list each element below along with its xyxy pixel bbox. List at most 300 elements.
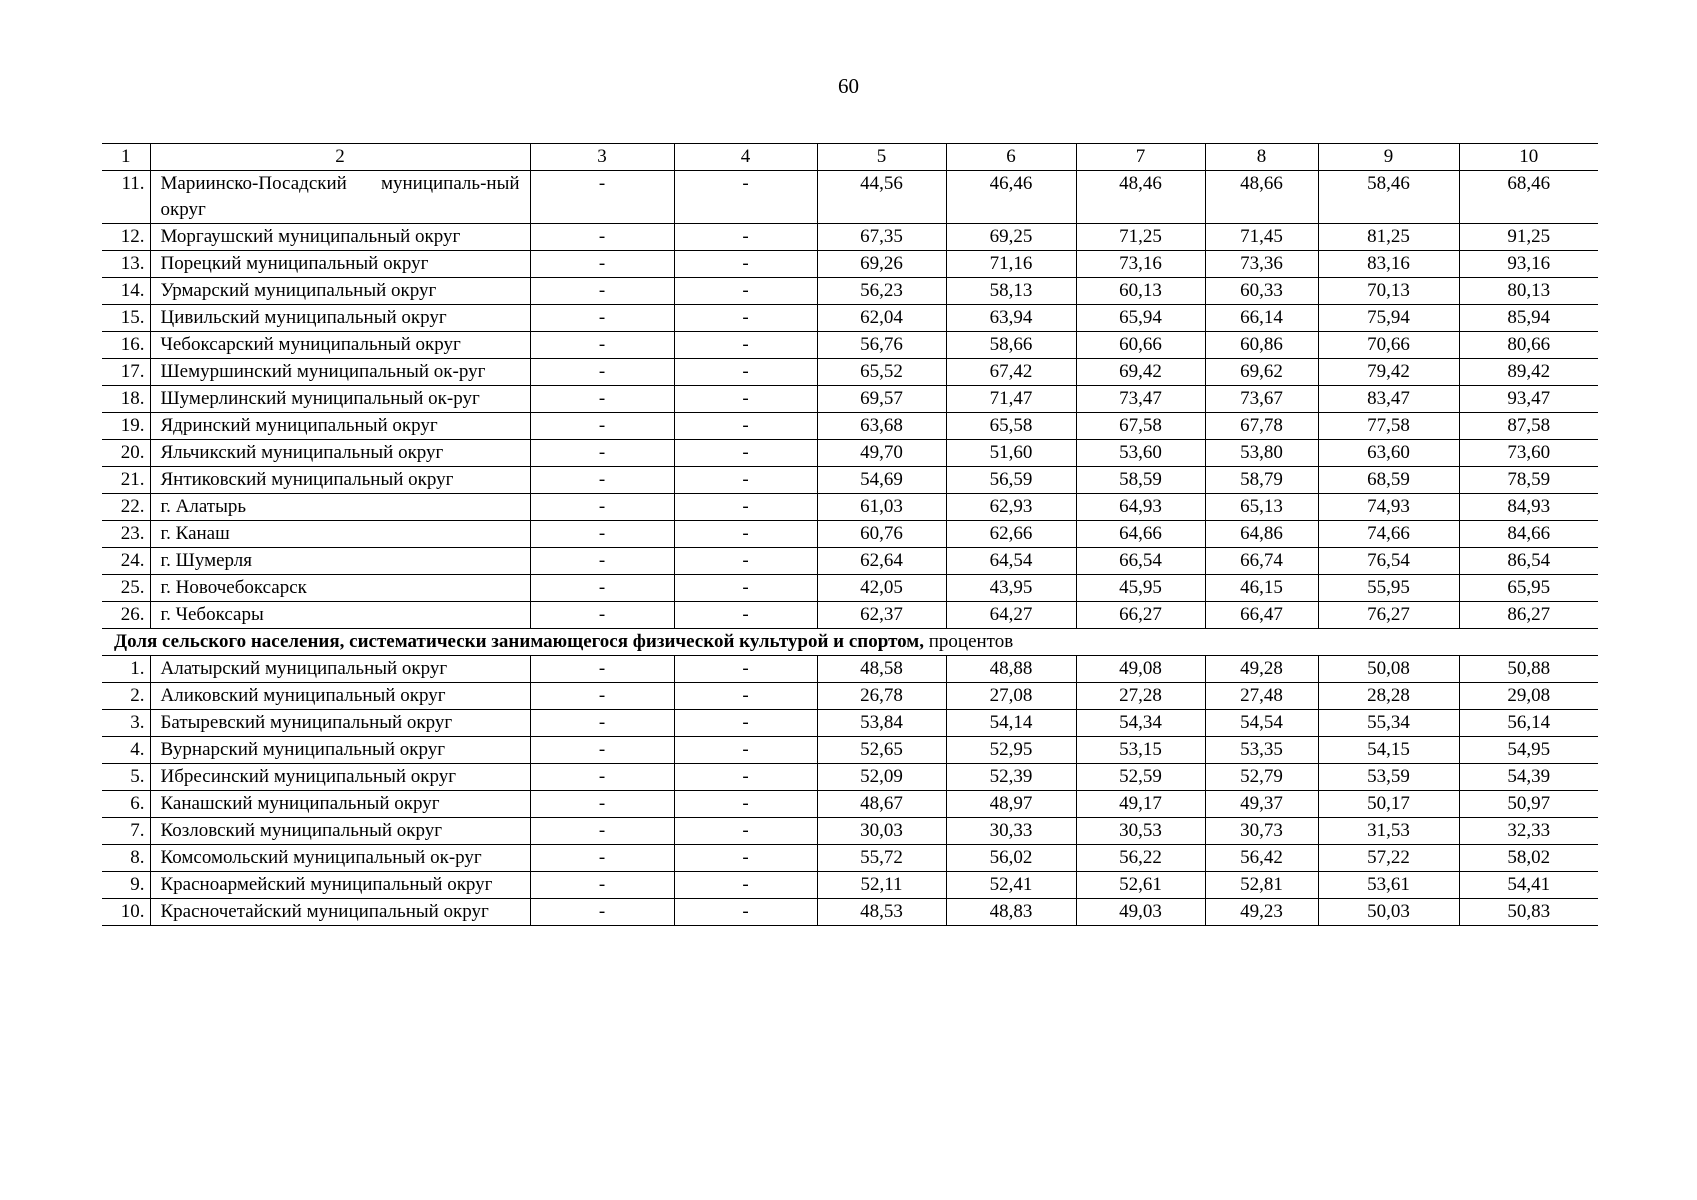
col-10-value: 84,93 [1459, 494, 1598, 521]
col-4-value: - [674, 575, 817, 602]
district-name: Урмарский муниципальный округ [150, 278, 530, 305]
col-10-value: 32,33 [1459, 818, 1598, 845]
district-name: Цивильский муниципальный округ [150, 305, 530, 332]
col-6-value: 52,41 [946, 872, 1076, 899]
col-6-value: 56,59 [946, 467, 1076, 494]
col-6-value: 71,16 [946, 251, 1076, 278]
col-4-value: - [674, 872, 817, 899]
col-7-value: 60,13 [1076, 278, 1205, 305]
col-9-value: 57,22 [1318, 845, 1459, 872]
row-number: 18. [102, 386, 150, 413]
col-4-value: - [674, 467, 817, 494]
table-row [102, 467, 1598, 494]
col-6-value: 69,25 [946, 224, 1076, 251]
col-8-value: 67,78 [1205, 413, 1318, 440]
col-9-value: 81,25 [1318, 224, 1459, 251]
col-4-value: - [674, 494, 817, 521]
col-9-value: 83,47 [1318, 386, 1459, 413]
col-6-value: 43,95 [946, 575, 1076, 602]
row-number: 14. [102, 278, 150, 305]
col-8-value: 65,13 [1205, 494, 1318, 521]
district-name: Чебоксарский муниципальный округ [150, 332, 530, 359]
col-5-value: 52,09 [817, 764, 946, 791]
district-name: Ибресинский муниципальный округ [150, 764, 530, 791]
col-5-value: 65,52 [817, 359, 946, 386]
district-name: Аликовский муниципальный округ [150, 683, 530, 710]
col-5-value: 56,23 [817, 278, 946, 305]
row-number: 23. [102, 521, 150, 548]
col-3-value: - [530, 278, 674, 305]
col-7-value: 49,17 [1076, 791, 1205, 818]
col-7-value: 73,47 [1076, 386, 1205, 413]
col-6-value: 58,66 [946, 332, 1076, 359]
col-3-value: - [530, 332, 674, 359]
col-3-value: - [530, 791, 674, 818]
col-7-value: 53,60 [1076, 440, 1205, 467]
district-name: Ядринский муниципальный округ [150, 413, 530, 440]
col-7-value: 53,15 [1076, 737, 1205, 764]
table-row [102, 818, 1598, 845]
col-5-value: 60,76 [817, 521, 946, 548]
district-name: Мариинско-Посадский муниципаль-ный округ [150, 171, 530, 224]
col-3-value: - [530, 494, 674, 521]
district-name: Батыревский муниципальный округ [150, 710, 530, 737]
col-9-value: 50,03 [1318, 899, 1459, 926]
col-4-value: - [674, 656, 817, 683]
col-5-value: 52,11 [817, 872, 946, 899]
row-number: 22. [102, 494, 150, 521]
col-6-value: 63,94 [946, 305, 1076, 332]
district-name: г. Шумерля [150, 548, 530, 575]
col-5-value: 62,37 [817, 602, 946, 629]
col-10-value: 73,60 [1459, 440, 1598, 467]
column-number-cell: 2 [150, 144, 530, 171]
col-8-value: 73,36 [1205, 251, 1318, 278]
col-5-value: 53,84 [817, 710, 946, 737]
col-4-value: - [674, 521, 817, 548]
col-5-value: 62,04 [817, 305, 946, 332]
col-3-value: - [530, 575, 674, 602]
row-number: 7. [102, 818, 150, 845]
col-4-value: - [674, 683, 817, 710]
col-8-value: 66,47 [1205, 602, 1318, 629]
col-4-value: - [674, 332, 817, 359]
col-5-value: 69,57 [817, 386, 946, 413]
col-8-value: 30,73 [1205, 818, 1318, 845]
col-6-value: 62,66 [946, 521, 1076, 548]
col-10-value: 50,83 [1459, 899, 1598, 926]
col-10-value: 54,41 [1459, 872, 1598, 899]
row-number: 17. [102, 359, 150, 386]
district-name: Алатырский муниципальный округ [150, 656, 530, 683]
col-5-value: 48,58 [817, 656, 946, 683]
col-9-value: 50,17 [1318, 791, 1459, 818]
col-9-value: 58,46 [1318, 171, 1459, 224]
row-number: 26. [102, 602, 150, 629]
col-7-value: 67,58 [1076, 413, 1205, 440]
col-5-value: 49,70 [817, 440, 946, 467]
col-4-value: - [674, 818, 817, 845]
col-9-value: 31,53 [1318, 818, 1459, 845]
column-number-row [102, 144, 1598, 171]
table-row [102, 737, 1598, 764]
column-number-cell: 4 [674, 144, 817, 171]
data-table [102, 143, 1598, 926]
column-number-cell: 5 [817, 144, 946, 171]
col-6-value: 52,39 [946, 764, 1076, 791]
col-7-value: 58,59 [1076, 467, 1205, 494]
col-7-value: 66,54 [1076, 548, 1205, 575]
col-5-value: 63,68 [817, 413, 946, 440]
col-8-value: 58,79 [1205, 467, 1318, 494]
col-7-value: 66,27 [1076, 602, 1205, 629]
col-4-value: - [674, 737, 817, 764]
col-5-value: 62,64 [817, 548, 946, 575]
col-6-value: 51,60 [946, 440, 1076, 467]
col-6-value: 64,27 [946, 602, 1076, 629]
table-row [102, 305, 1598, 332]
col-4-value: - [674, 602, 817, 629]
col-6-value: 48,83 [946, 899, 1076, 926]
col-8-value: 66,74 [1205, 548, 1318, 575]
col-6-value: 64,54 [946, 548, 1076, 575]
section-heading-row [102, 629, 1598, 656]
table-row [102, 575, 1598, 602]
col-10-value: 68,46 [1459, 171, 1598, 224]
col-4-value: - [674, 278, 817, 305]
col-10-value: 58,02 [1459, 845, 1598, 872]
col-10-value: 84,66 [1459, 521, 1598, 548]
row-number: 3. [102, 710, 150, 737]
col-3-value: - [530, 440, 674, 467]
district-name: Шумерлинский муниципальный ок-руг [150, 386, 530, 413]
table-row [102, 791, 1598, 818]
col-7-value: 64,66 [1076, 521, 1205, 548]
col-10-value: 56,14 [1459, 710, 1598, 737]
district-name: Шемуршинский муниципальный ок-руг [150, 359, 530, 386]
table-row [102, 224, 1598, 251]
row-number: 13. [102, 251, 150, 278]
col-10-value: 86,27 [1459, 602, 1598, 629]
row-number: 8. [102, 845, 150, 872]
col-9-value: 70,13 [1318, 278, 1459, 305]
district-name: Порецкий муниципальный округ [150, 251, 530, 278]
col-7-value: 56,22 [1076, 845, 1205, 872]
table-row [102, 278, 1598, 305]
table-row [102, 656, 1598, 683]
col-10-value: 54,39 [1459, 764, 1598, 791]
col-10-value: 50,88 [1459, 656, 1598, 683]
col-7-value: 71,25 [1076, 224, 1205, 251]
row-number: 12. [102, 224, 150, 251]
col-6-value: 48,97 [946, 791, 1076, 818]
col-8-value: 64,86 [1205, 521, 1318, 548]
table-row [102, 602, 1598, 629]
col-5-value: 44,56 [817, 171, 946, 224]
col-5-value: 26,78 [817, 683, 946, 710]
col-5-value: 42,05 [817, 575, 946, 602]
col-9-value: 53,59 [1318, 764, 1459, 791]
col-8-value: 54,54 [1205, 710, 1318, 737]
table-row [102, 359, 1598, 386]
col-9-value: 74,66 [1318, 521, 1459, 548]
col-6-value: 30,33 [946, 818, 1076, 845]
col-4-value: - [674, 305, 817, 332]
col-8-value: 49,37 [1205, 791, 1318, 818]
row-number: 25. [102, 575, 150, 602]
col-8-value: 69,62 [1205, 359, 1318, 386]
district-name: Козловский муниципальный округ [150, 818, 530, 845]
section-heading-bold: Доля сельского населения, систематически занимающегося физической культурой и спортом, [114, 631, 924, 652]
column-number-cell: 8 [1205, 144, 1318, 171]
col-9-value: 83,16 [1318, 251, 1459, 278]
column-number-cell: 6 [946, 144, 1076, 171]
col-8-value: 49,23 [1205, 899, 1318, 926]
col-7-value: 60,66 [1076, 332, 1205, 359]
row-number: 5. [102, 764, 150, 791]
col-3-value: - [530, 656, 674, 683]
row-number: 11. [102, 171, 150, 224]
col-6-value: 56,02 [946, 845, 1076, 872]
col-5-value: 30,03 [817, 818, 946, 845]
col-9-value: 63,60 [1318, 440, 1459, 467]
row-number: 20. [102, 440, 150, 467]
district-name: Комсомольский муниципальный ок-руг [150, 845, 530, 872]
col-3-value: - [530, 764, 674, 791]
col-7-value: 73,16 [1076, 251, 1205, 278]
col-8-value: 73,67 [1205, 386, 1318, 413]
col-10-value: 80,13 [1459, 278, 1598, 305]
col-4-value: - [674, 764, 817, 791]
row-number: 4. [102, 737, 150, 764]
col-9-value: 70,66 [1318, 332, 1459, 359]
col-3-value: - [530, 521, 674, 548]
col-7-value: 49,03 [1076, 899, 1205, 926]
row-number: 15. [102, 305, 150, 332]
col-10-value: 85,94 [1459, 305, 1598, 332]
table-row [102, 171, 1598, 224]
row-number: 24. [102, 548, 150, 575]
col-4-value: - [674, 845, 817, 872]
col-4-value: - [674, 224, 817, 251]
row-number: 16. [102, 332, 150, 359]
district-name: Красноармейский муниципальный округ [150, 872, 530, 899]
col-3-value: - [530, 413, 674, 440]
col-4-value: - [674, 440, 817, 467]
table-body [102, 144, 1598, 926]
col-10-value: 89,42 [1459, 359, 1598, 386]
col-9-value: 55,34 [1318, 710, 1459, 737]
table-row [102, 413, 1598, 440]
col-3-value: - [530, 359, 674, 386]
col-10-value: 80,66 [1459, 332, 1598, 359]
col-4-value: - [674, 548, 817, 575]
col-8-value: 66,14 [1205, 305, 1318, 332]
table-row [102, 494, 1598, 521]
col-3-value: - [530, 818, 674, 845]
col-6-value: 48,88 [946, 656, 1076, 683]
col-7-value: 30,53 [1076, 818, 1205, 845]
table-row [102, 845, 1598, 872]
col-5-value: 61,03 [817, 494, 946, 521]
table-row [102, 521, 1598, 548]
section-heading-unit: процентов [923, 631, 1014, 652]
col-4-value: - [674, 710, 817, 737]
col-6-value: 65,58 [946, 413, 1076, 440]
table-row [102, 764, 1598, 791]
col-7-value: 52,61 [1076, 872, 1205, 899]
row-number: 21. [102, 467, 150, 494]
page-number: 60 [838, 74, 859, 98]
col-8-value: 49,28 [1205, 656, 1318, 683]
col-10-value: 29,08 [1459, 683, 1598, 710]
col-10-value: 93,47 [1459, 386, 1598, 413]
col-3-value: - [530, 872, 674, 899]
col-8-value: 27,48 [1205, 683, 1318, 710]
col-5-value: 48,67 [817, 791, 946, 818]
col-10-value: 65,95 [1459, 575, 1598, 602]
col-9-value: 74,93 [1318, 494, 1459, 521]
col-6-value: 54,14 [946, 710, 1076, 737]
col-3-value: - [530, 548, 674, 575]
col-8-value: 52,81 [1205, 872, 1318, 899]
col-4-value: - [674, 791, 817, 818]
col-4-value: - [674, 359, 817, 386]
col-7-value: 64,93 [1076, 494, 1205, 521]
district-name: Вурнарский муниципальный округ [150, 737, 530, 764]
column-number-cell: 3 [530, 144, 674, 171]
col-8-value: 53,80 [1205, 440, 1318, 467]
col-5-value: 52,65 [817, 737, 946, 764]
district-name: Моргаушский муниципальный округ [150, 224, 530, 251]
col-10-value: 50,97 [1459, 791, 1598, 818]
col-7-value: 49,08 [1076, 656, 1205, 683]
col-7-value: 69,42 [1076, 359, 1205, 386]
col-6-value: 27,08 [946, 683, 1076, 710]
col-10-value: 86,54 [1459, 548, 1598, 575]
col-9-value: 76,54 [1318, 548, 1459, 575]
col-10-value: 91,25 [1459, 224, 1598, 251]
col-3-value: - [530, 845, 674, 872]
col-9-value: 75,94 [1318, 305, 1459, 332]
col-8-value: 60,86 [1205, 332, 1318, 359]
col-10-value: 93,16 [1459, 251, 1598, 278]
col-8-value: 60,33 [1205, 278, 1318, 305]
col-3-value: - [530, 251, 674, 278]
district-name: Красночетайский муниципальный округ [150, 899, 530, 926]
col-9-value: 77,58 [1318, 413, 1459, 440]
row-number: 6. [102, 791, 150, 818]
table-row [102, 899, 1598, 926]
col-3-value: - [530, 224, 674, 251]
row-number: 19. [102, 413, 150, 440]
col-6-value: 71,47 [946, 386, 1076, 413]
col-4-value: - [674, 413, 817, 440]
table-row [102, 332, 1598, 359]
col-9-value: 79,42 [1318, 359, 1459, 386]
column-number-cell: 10 [1459, 144, 1598, 171]
table-row [102, 251, 1598, 278]
col-5-value: 54,69 [817, 467, 946, 494]
section-heading [102, 629, 1598, 656]
col-3-value: - [530, 467, 674, 494]
col-8-value: 48,66 [1205, 171, 1318, 224]
district-name: г. Новочебоксарск [150, 575, 530, 602]
col-8-value: 53,35 [1205, 737, 1318, 764]
col-7-value: 54,34 [1076, 710, 1205, 737]
col-5-value: 55,72 [817, 845, 946, 872]
table-row [102, 683, 1598, 710]
col-9-value: 50,08 [1318, 656, 1459, 683]
table-row [102, 872, 1598, 899]
col-8-value: 71,45 [1205, 224, 1318, 251]
table-row [102, 548, 1598, 575]
col-9-value: 68,59 [1318, 467, 1459, 494]
col-5-value: 56,76 [817, 332, 946, 359]
district-name: Яльчикский муниципальный округ [150, 440, 530, 467]
table-row [102, 386, 1598, 413]
col-3-value: - [530, 737, 674, 764]
col-6-value: 46,46 [946, 171, 1076, 224]
table-row [102, 710, 1598, 737]
col-3-value: - [530, 305, 674, 332]
col-5-value: 48,53 [817, 899, 946, 926]
district-name: Канашский муниципальный округ [150, 791, 530, 818]
district-name: Янтиковский муниципальный округ [150, 467, 530, 494]
col-10-value: 87,58 [1459, 413, 1598, 440]
district-name: г. Чебоксары [150, 602, 530, 629]
col-8-value: 52,79 [1205, 764, 1318, 791]
column-number-cell: 1 [102, 144, 150, 171]
col-3-value: - [530, 899, 674, 926]
col-4-value: - [674, 251, 817, 278]
col-3-value: - [530, 171, 674, 224]
col-7-value: 52,59 [1076, 764, 1205, 791]
col-7-value: 48,46 [1076, 171, 1205, 224]
col-4-value: - [674, 171, 817, 224]
col-3-value: - [530, 683, 674, 710]
table-row [102, 440, 1598, 467]
col-9-value: 55,95 [1318, 575, 1459, 602]
col-5-value: 67,35 [817, 224, 946, 251]
col-7-value: 27,28 [1076, 683, 1205, 710]
col-9-value: 54,15 [1318, 737, 1459, 764]
row-number: 1. [102, 656, 150, 683]
column-number-cell: 9 [1318, 144, 1459, 171]
col-6-value: 52,95 [946, 737, 1076, 764]
col-9-value: 76,27 [1318, 602, 1459, 629]
col-3-value: - [530, 386, 674, 413]
column-number-cell: 7 [1076, 144, 1205, 171]
row-number: 10. [102, 899, 150, 926]
col-4-value: - [674, 386, 817, 413]
col-7-value: 65,94 [1076, 305, 1205, 332]
col-6-value: 67,42 [946, 359, 1076, 386]
col-9-value: 53,61 [1318, 872, 1459, 899]
col-6-value: 62,93 [946, 494, 1076, 521]
col-3-value: - [530, 710, 674, 737]
col-8-value: 56,42 [1205, 845, 1318, 872]
district-name: г. Алатырь [150, 494, 530, 521]
row-number: 9. [102, 872, 150, 899]
row-number: 2. [102, 683, 150, 710]
col-6-value: 58,13 [946, 278, 1076, 305]
col-3-value: - [530, 602, 674, 629]
col-7-value: 45,95 [1076, 575, 1205, 602]
col-10-value: 54,95 [1459, 737, 1598, 764]
col-8-value: 46,15 [1205, 575, 1318, 602]
col-9-value: 28,28 [1318, 683, 1459, 710]
